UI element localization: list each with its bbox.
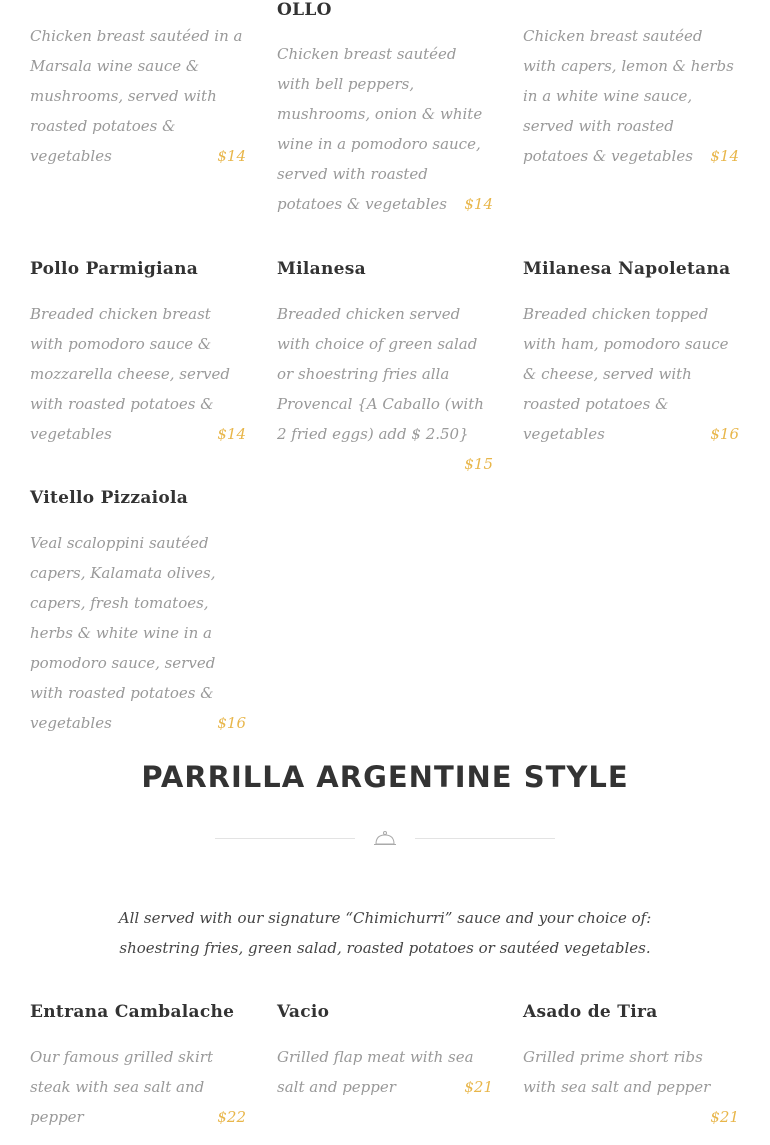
menu-item [30,1001,246,1132]
menu-item-price: $16 [217,714,246,732]
menu-item [277,258,493,479]
menu-item-price: $16 [710,425,739,443]
menu-item-title: OLLO [277,0,332,20]
menu-item-description: Veal scaloppini sautéed capers, Kalamata olives, capers, fresh tomatoes, herbs & white wine in a pomodoro sauce, served with roasted potatoes & vegetables $16 [30,528,246,738]
menu-item [277,0,493,219]
divider-left [215,838,355,839]
menu-item-title: Asado de Tira [523,1002,658,1022]
menu-item-description: Breaded chicken topped with ham, pomodoro sauce & cheese, served with roasted potatoes & vegetables $16 [523,299,739,449]
menu-item-price: $14 [217,147,246,165]
menu-item [277,1001,493,1102]
menu-item-description: Breaded chicken breast with pomodoro sauce & mozzarella cheese, served with roasted potatoes & vegetables $14 [30,299,246,449]
menu-item-price: $21 [464,1078,493,1096]
menu-item [523,258,739,449]
menu-item [523,1001,739,1132]
menu-item-title: Milanesa [277,259,366,279]
menu-item-price: $15 [464,455,493,473]
menu-item-description: Grilled flap meat with sea salt and pepper $21 [277,1042,493,1102]
menu-item-description: Chicken breast sautéed with capers, lemon & herbs in a white wine sauce, served with roasted potatoes & vegetables $14 [523,21,739,171]
menu-item-description: Our famous grilled skirt steak with sea salt and pepper $22 [30,1042,246,1132]
menu-item-price: $14 [710,147,739,165]
menu-item-description: Breaded chicken served with choice of green salad or shoestring fries alla Provencal {A Caballo (with 2 fried eggs) add $ 2.50} $15 [277,299,493,449]
menu-item-title: Entrana Cambalache [30,1002,235,1022]
menu-item-description: Chicken breast sautéed with bell peppers, mushrooms, onion & white wine in a pomodoro sauce, served with roasted potatoes & vegetables $14 [277,39,493,219]
menu-item [523,21,739,171]
section-note: All served with our signature “Chimichurri” sauce and your choice of: shoestring fries, green salad, roasted potatoes or sautéed vegetables. [118,909,652,957]
menu-item-price: $14 [217,425,246,443]
menu-item [30,258,246,449]
menu-item-title: Vitello Pizzaiola [30,488,189,508]
menu-item [30,21,246,171]
menu-item-price: $21 [710,1108,739,1126]
divider-right [415,838,555,839]
menu-item-title: Pollo Parmigiana [30,259,199,279]
menu-item-price: $14 [464,195,493,213]
menu-item-title: Vacio [277,1002,330,1022]
menu-item [30,487,246,738]
cloche-icon [373,830,397,848]
menu-item-description: Grilled prime short ribs with sea salt and pepper $21 [523,1042,739,1102]
menu-item-title: Milanesa Napoletana [523,259,731,279]
menu-item-price: $22 [217,1108,246,1126]
section-title: PARRILLA ARGENTINE STYLE [141,760,629,794]
menu-item-description: Chicken breast sautéed in a Marsala wine sauce & mushrooms, served with roasted potatoes & vegetables $14 [30,21,246,171]
